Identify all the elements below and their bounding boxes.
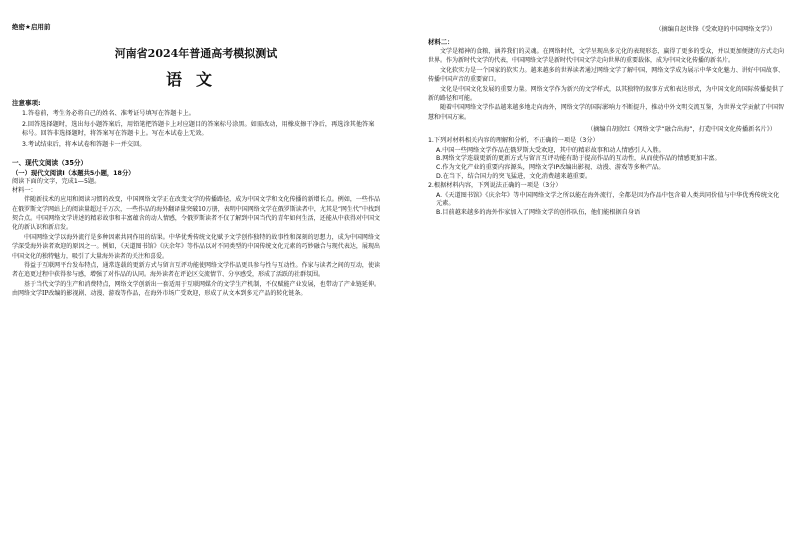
left-column: [12, 22, 380, 299]
option: B.网络文学连载更新的更新方式与留言互评功能有助于提高作品的互动性，从而使作品的情感更加丰富。: [436, 155, 721, 163]
secret-label: 绝密★启用前: [12, 23, 51, 31]
notice-title: 注意事项:: [12, 99, 41, 107]
paragraph: 基于当代文学的生产和消费特点，网络文学创新出一套适用于互联网媒介的文学生产机制，不仅赋能产业发展，也带动了产业链延伸。由网络文学IP改编的影视剧、动漫、游戏等作品，在海外市场广受欢迎，形成了从文本到多元产品的转化链条。: [12, 280, 380, 298]
question-1: 1.下列对材料相关内容的理解和分析，不正确的一项是（3分）: [428, 137, 599, 145]
option: A.《天道图书馆》《庆余年》等中国网络文学之所以能在海外流行，全都是因为作品中包含着人类共同价值与中华优秀传统文化元素。: [436, 191, 780, 208]
paragraph: 得益于互联网平台发布特点，通常连载的更新方式与留言互评功能使网络文学作品更具参与性与互动性。作家与读者之间的互动，使读者在追更过程中获得参与感，增强了对作品的认同。海外读者在评论区交流情节、分享感受，形成了活跃的社群氛围。: [12, 262, 380, 279]
material2-label: 材料二：: [428, 38, 454, 46]
notice-item: 2.回答选择题时，选出每小题答案后，用铅笔把答题卡上对应题目的答案标号涂黑。如需改动，用橡皮擦干净后，再选涂其他答案标号。回答非选择题时，将答案写在答题卡上。写在本试卷上无效。: [22, 121, 375, 137]
material-label: 材料一：: [12, 186, 37, 194]
source-line: （摘编自赵世锋《受欢迎的中国网络文学》）: [655, 26, 776, 33]
paragraph: 文学是精神的食粮，涵养我们的灵魂。在网络时代，文学呈现出多元化的表现形态，赢得了更多的受众，并以更加便捷的方式走向世界。作为新时代文学的代表，中国网络文学是新时代中国文学走向世界的重要载体，成为中国文化传播的新名片。: [428, 48, 784, 65]
section-heading: 一、现代文阅读（35分）: [12, 159, 88, 167]
subject-title: 语文: [165, 70, 226, 89]
notice-item: 3.考试结束后，将本试卷和答题卡一并交回。: [22, 141, 146, 148]
paragraph: 文化软实力是一个国家的软实力。越来越多的世界读者通过网络文学了解中国，网络文学成为展示中华文化魅力、讲好中国故事、传播中国声音的重要窗口。: [428, 66, 784, 84]
paragraph: 随着中国网络文学作品越来越多地走向海外，网络文学的国际影响力不断提升，推动中外文明交流互鉴，为世界文学贡献了中国智慧和中国方案。: [428, 104, 784, 121]
right-column: [428, 22, 784, 218]
option: C.作为文化产业的重要内容源头，网络文学IP改编出影视、动漫、游戏等多种产品。: [436, 164, 665, 172]
exam-title: 河南省2024年普通高考模拟测试: [114, 47, 278, 60]
option: A.中国一些网络文学作品在俄罗斯大受欢迎，其中的精彩故事和动人情感引人入胜。: [436, 146, 665, 154]
question-2: 2.根据材料内容，下列说法正确的一项是（3分）: [428, 182, 562, 190]
source-line-2: （摘编自胡欣红《网络文学“融合出海”，打造中国文化传播新名片》）: [587, 126, 776, 134]
notice-item: 1.答卷前，考生务必将自己的姓名、准考证号填写在答题卡上。: [22, 110, 195, 117]
paragraph: 文化是中国文化发展的重要力量。网络文学作为新兴的文学样式，以其独特的叙事方式和表达形式，为中国文化的国际传播提供了新的路径和可能。: [428, 85, 784, 103]
sub-heading: （一）现代文阅读Ⅰ（本题共5小题，18分）: [12, 170, 135, 177]
paragraph: 中国网络文学以海外流行是多种因素共同作用的结果。中华优秀传统文化赋予文学创作独特的故事性和深刻的思想力，成为中国网络文学深受海外读者欢迎的原因之一。例如，《天道图书馆》《庆余年》等作品以对不同类型的中国传统文化元素的巧妙融合与现代表达，展现出中国文化的独特魅力，吸引了大量海外读者的关注和喜爱。: [12, 233, 380, 260]
option: B.目前越来越多的海外作家加入了网络文学的创作队伍，他们能根据自身语: [436, 209, 641, 216]
paragraph: 伴随新技术的应用和阅读习惯的改变，中国网络文学正在改变文学的传播路径，成为中国文学和文化传播的新增长点。例如，一些作品在俄罗斯文学网站上的阅读量超过千万次，一些作品的海外翻译量突破10万册，表明中国网络文学在俄罗斯读者中，尤其是“网生代”中找到契合点。中国网络文学讲述的精彩故事和丰富蕴含的动人情感，令俄罗斯读者不仅了解到中国当代的青年如何生活，还能从中获得对中国文化的新认识和新启发。: [12, 196, 380, 232]
option: D.在当下，结合国力的突飞猛进，文化消费越来越重要。: [436, 172, 592, 180]
instruction: 阅读下面的文字，完成1—5题。: [12, 178, 101, 185]
